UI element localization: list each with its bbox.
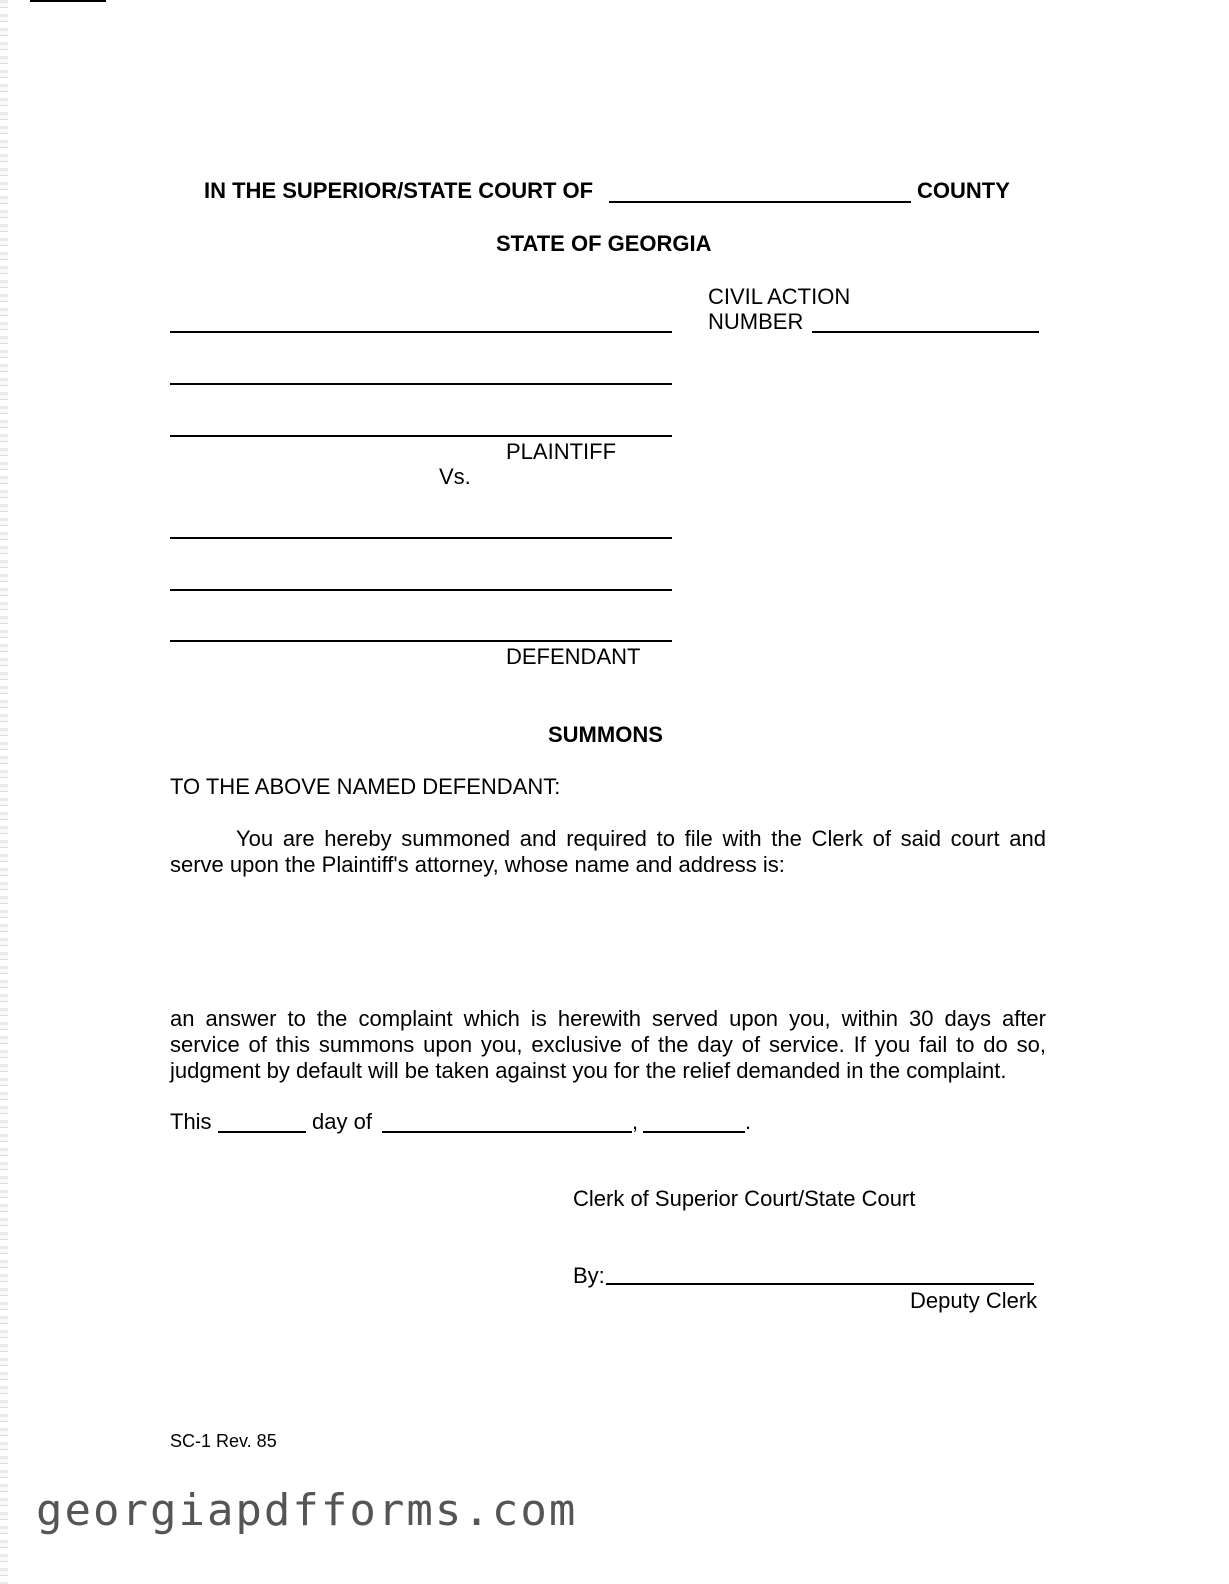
date-period: .: [745, 1109, 752, 1134]
defendant-line-3[interactable]: [170, 640, 672, 642]
scan-edge: [0, 0, 8, 1584]
year-field[interactable]: [643, 1131, 745, 1133]
plaintiff-label: PLAINTIFF: [506, 439, 617, 464]
by-label: By:: [573, 1263, 605, 1288]
scan-mark-top: [30, 0, 106, 2]
defendant-label: DEFENDANT: [506, 644, 641, 669]
summons-paragraph-1: You are hereby summoned and required to file with the Clerk of said court and serve upon the Plaintiff's attorney, whose name and address is:: [170, 826, 1046, 877]
civil-action-number-field[interactable]: [812, 331, 1039, 333]
plaintiff-line-1[interactable]: [170, 331, 672, 333]
state-heading: STATE OF GEORGIA: [496, 231, 712, 256]
plaintiff-line-3[interactable]: [170, 435, 672, 437]
date-this-label: This: [170, 1109, 212, 1134]
county-label: COUNTY: [917, 178, 1010, 203]
summons-title: SUMMONS: [548, 722, 663, 747]
court-heading: IN THE SUPERIOR/STATE COURT OF: [204, 178, 594, 203]
plaintiff-line-2[interactable]: [170, 383, 672, 385]
county-name-field[interactable]: [609, 201, 911, 203]
month-field[interactable]: [382, 1131, 632, 1133]
addressee-line: TO THE ABOVE NAMED DEFENDANT:: [170, 774, 561, 799]
defendant-line-1[interactable]: [170, 537, 672, 539]
date-comma: ,: [632, 1109, 639, 1134]
clerk-title: Clerk of Superior Court/State Court: [573, 1186, 916, 1211]
defendant-line-2[interactable]: [170, 589, 672, 591]
summons-paragraph-2: an answer to the complaint which is herewith served upon you, within 30 days after service of this summons upon you, exclusive of the day of service. If you fail to do so, judgment by default will be taken against you for the relief demanded in the complaint.: [170, 1006, 1046, 1083]
deputy-clerk-label: Deputy Clerk: [910, 1288, 1038, 1313]
date-day-of-label: day of: [312, 1109, 372, 1134]
day-field[interactable]: [218, 1131, 306, 1133]
clerk-signature-field[interactable]: [606, 1283, 1034, 1285]
versus-label: Vs.: [439, 464, 471, 489]
form-id: SC-1 Rev. 85: [170, 1431, 277, 1451]
watermark-text: georgiapdfforms.com: [36, 1485, 578, 1536]
number-label: NUMBER: [708, 309, 804, 334]
civil-action-label: CIVIL ACTION: [708, 284, 851, 309]
